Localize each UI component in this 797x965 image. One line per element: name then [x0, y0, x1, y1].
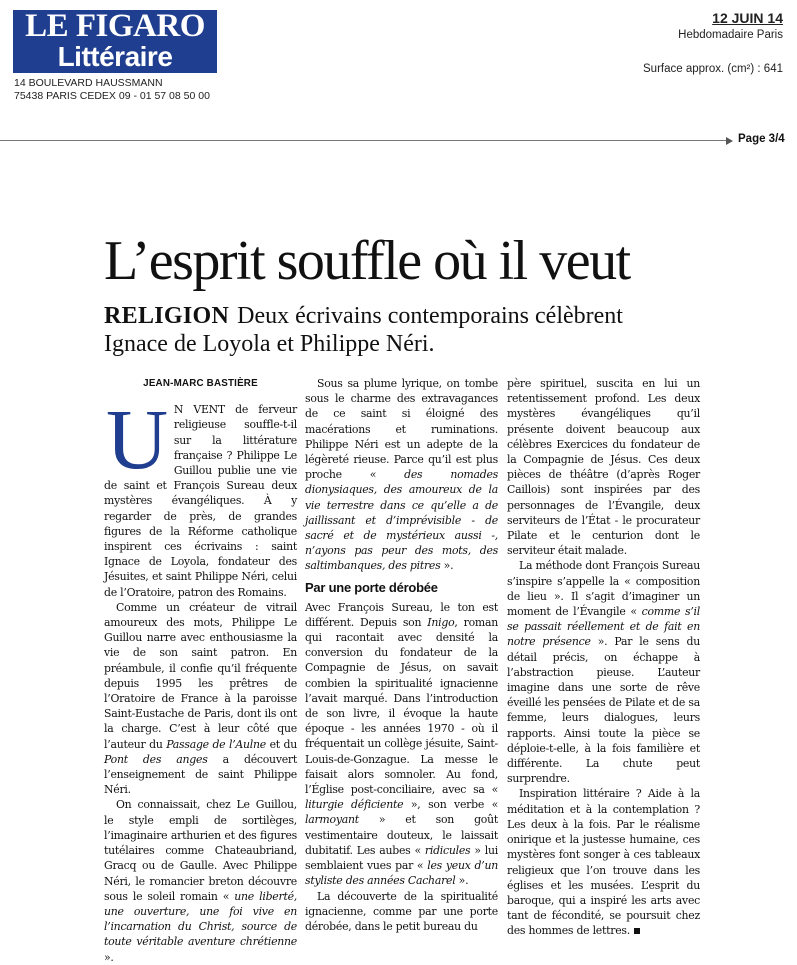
paragraph-text: et du — [266, 737, 298, 751]
quotation: une liberté, une ouverture, une foi vive en l’incarnation du Christ, source de toute véritable aventure chrétienne — [104, 889, 297, 949]
paragraph-text: , roman qui racontait avec densité la conversion du fondateur de la Compagnie de Jésus, on savait combien la spiritualité ignacienne l’avait marqué. Dans l’introduction de son livre, il évoque la haute époque - les années 1970 - où il fréquentait un collège jésuite, Saint-Louis-de-Gonzague. La messe le faisait alors somnoler. Au fond, l’Église post-conciliaire, avec sa « — [305, 615, 498, 797]
paragraph-text: Comme un créateur de vitrail amoureux des mots, Philippe Le Guillou narre avec enthousiasme la vie de son saint patron. En préambule, il confie qu’il fréquente depuis 1995 les prêtres de l’Oratoire de France à la paroisse Saint-Eustache de Paris, dont ils ont la charge. C’est à leur côté que l’auteur du — [104, 600, 297, 751]
paragraph-text: N VENT de ferveur religieuse souffle-t-il sur la littérature française ? Philippe Le Guillou publie une vie de saint et François Sureau deux mystères évangéliques. À y regarder de près, de grandes figures de la Réforme catholique inspirent ces écrivains : saint Ignace de Loyola, fondateur des Jésuites, et saint Philippe Néri, celui de l’Oratoire, patron des Romains. — [104, 403, 297, 599]
quotation: comme s’il se passait réellement et de fait en notre présence — [507, 605, 700, 649]
quotation: ridicules — [424, 843, 471, 857]
paragraph — [507, 786, 700, 938]
quotation: des nomades dionysiaques, des amoureux de la vie terrestre dans ce qu’elle a de jaillissant et d’imprévisible - de sacré et de mystérieux aussi -, n’ayons pas peur des mots, des saltimbanques, des pitres — [305, 468, 498, 573]
book-title: Inigo — [427, 615, 455, 629]
logo-line-1: LE FIGARO — [25, 8, 205, 44]
paragraph-text: a découvert l’enseignement de saint Philippe Néri. — [104, 752, 297, 797]
paragraph-text: » et son goût vestimentaire douteux, le laissait dubitatif. Les aubes « — [305, 813, 498, 857]
paragraph-text: Avec François Sureau, le ton est différent. Depuis son — [305, 600, 498, 629]
article-headline: L’esprit souffle où il veut — [104, 230, 630, 292]
end-mark-icon — [634, 928, 640, 934]
paragraph-text: ». — [440, 559, 454, 573]
address-line-2: 75438 PARIS CEDEX 09 - 01 57 08 50 00 — [14, 90, 210, 102]
paragraph-text: ». Par le sens du détail précis, on échappe à l’abstraction pieuse. L’auteur imagine dans une sorte de rêve éveillé les pensées de Pilate et de sa femme, leurs dialogues, leurs rapports. Ainsi toute la pièce se déploie-t-elle, à la fois familière et différente. La chute peut surprendre. — [507, 635, 700, 786]
quotation: larmoyant — [305, 813, 359, 827]
book-title: Passage de l’Aulne — [166, 737, 266, 751]
paragraph — [305, 600, 498, 889]
drop-cap: U — [106, 391, 168, 488]
quotation: les yeux d’un styliste des années Cacharel — [305, 859, 498, 888]
paragraph — [305, 376, 498, 574]
article-deck — [104, 302, 664, 358]
paragraph-text: La méthode dont François Sureau s’inspire s’appelle la « composition de lieu ». Il s’agit d’imaginer un moment de l’Évangile « — [507, 559, 700, 619]
frequency-label: Hebdomadaire Paris — [678, 29, 783, 41]
publisher-address — [14, 77, 210, 103]
paragraph: père spirituel, suscita en lui un retentissement profond. Les deux mystères évangéliques qu’il présente doivent beaucoup aux célèbres Exercices du fondateur de la Compagnie de Jésus. Ces deux pièces de théâtre (d’après Roger Caillois) sont inspirées par des personnages de l’Évangile, deux serviteurs de l’État - le procurateur Pilate et le centurion dont le serviteur était malade. — [507, 377, 700, 558]
address-line-1: 14 BOULEVARD HAUSSMANN — [14, 77, 163, 89]
paragraph — [104, 797, 297, 964]
book-title: Pont des anges — [104, 752, 208, 766]
deck-text: Deux écrivains contemporains célèbrent Ignace de Loyola et Philippe Néri. — [104, 303, 623, 357]
publication-meta — [643, 10, 783, 77]
paragraph-text: », son verbe « — [403, 798, 499, 812]
header-rule — [0, 140, 730, 141]
section-kicker: RELIGION — [104, 303, 230, 329]
paragraph: La découverte de la spiritualité ignacienne, comme par une porte dérobée, dans le petit bureau du — [305, 889, 498, 933]
paragraph-text: On connaissait, chez Le Guillou, le style empli de sortilèges, l’imaginaire arthurien et des figures tutélaires comme Chateaubriand, Gracq ou de Gaulle. Avec Philippe Néri, le romancier breton découvre sous le soleil romain « — [104, 798, 297, 903]
paragraph — [104, 391, 297, 600]
rule-arrow-icon — [726, 137, 733, 145]
paragraph-text: ». — [104, 950, 114, 964]
subheading: Par une porte dérobée — [305, 579, 438, 595]
article-column-2 — [305, 376, 498, 934]
article-column-1 — [104, 376, 297, 965]
paragraph — [104, 600, 297, 798]
byline: JEAN-MARC BASTIÈRE — [143, 378, 258, 389]
surface-label: Surface approx. (cm²) : 641 — [643, 63, 783, 75]
logo-line-2: Littéraire — [57, 41, 173, 72]
paragraph-text: » lui semblaient vues par « — [305, 843, 498, 873]
figaro-litteraire-logo — [13, 10, 217, 73]
paragraph — [507, 558, 700, 786]
paragraph-text: ». — [455, 874, 469, 888]
quotation: liturgie déficiente — [305, 798, 404, 812]
page-number: Page 3/4 — [738, 133, 785, 145]
paragraph-text: Sous sa plume lyrique, on tombe sous le charme des extravagances de ce saint si éloigné des macérations et ruminations. Philippe Néri est un adepte de la légèreté rieuse. Parce qu’il est plus proche « — [305, 377, 498, 482]
article-column-3 — [507, 376, 700, 939]
issue-date: 12 JUIN 14 — [712, 10, 783, 26]
paragraph-text: Inspiration littéraire ? Aide à la méditation et à la contemplation ? Les deux à la fois. Par le réalisme onirique et la justesse humaine, ces mystères font songer à ces tableaux religieux que l’on trouve dans les églises et les musées. L’esprit du baroque, qui a inspiré les arts avec tant de fécondité, se poursuit chez des hommes de lettres. — [507, 787, 700, 938]
